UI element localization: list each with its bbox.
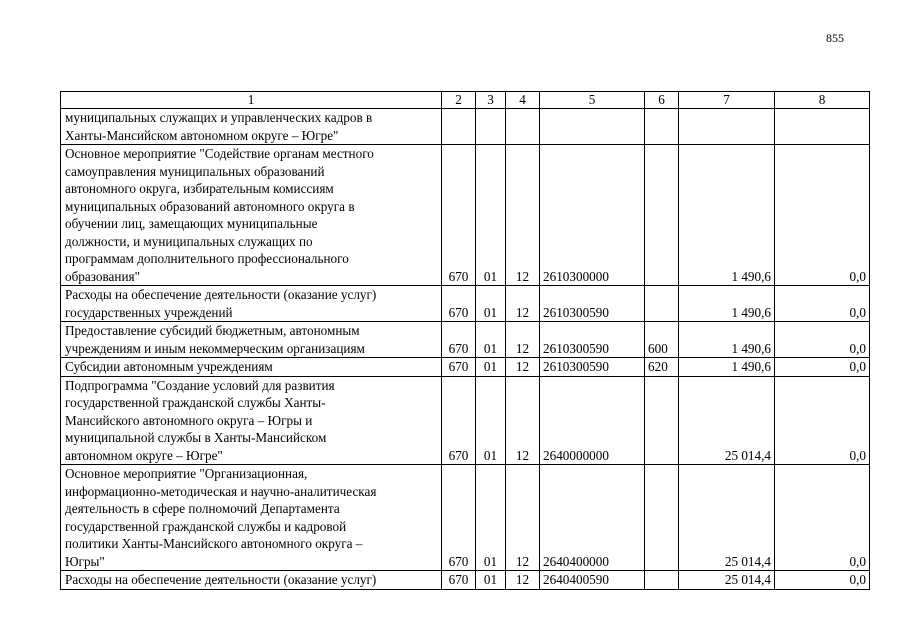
cell-section: 01	[476, 322, 506, 358]
cell-name-line: государственной гражданской службы Ханты-	[65, 395, 326, 410]
table-row	[61, 376, 870, 465]
cell-target-code: 2640000000	[540, 376, 645, 465]
cell-name-line: Расходы на обеспечение деятельности (оказание услуг)	[65, 287, 377, 302]
cell-expense-type	[645, 286, 679, 322]
cell-subsection: 12	[506, 145, 540, 286]
cell-name-line: Предоставление субсидий бюджетным, автономным	[65, 323, 360, 338]
cell-name-line: муниципальной службы в Ханты-Мансийском	[65, 430, 327, 445]
cell-expense-type	[645, 571, 679, 590]
cell-subsection: 12	[506, 286, 540, 322]
cell-name-line: муниципальных образований автономного округа в	[65, 198, 355, 214]
table-row	[61, 358, 870, 377]
cell-name	[61, 109, 442, 145]
cell-name	[61, 358, 442, 377]
budget-table	[60, 91, 870, 590]
cell-name-line: Ханты-Мансийском автономном округе – Югре"	[65, 127, 339, 143]
cell-admin-code	[442, 109, 476, 145]
header-cell-7: 7	[679, 92, 775, 109]
cell-admin-code: 670	[442, 322, 476, 358]
cell-amount-2: 0,0	[775, 145, 870, 286]
cell-target-code: 2640400590	[540, 571, 645, 590]
cell-name-line: Субсидии автономным учреждениям	[65, 359, 273, 374]
cell-section: 01	[476, 286, 506, 322]
cell-name-line: Югры"	[65, 553, 105, 569]
table-row	[61, 145, 870, 286]
cell-expense-type: 600	[645, 322, 679, 358]
cell-subsection: 12	[506, 358, 540, 377]
cell-name-line: учреждениям и иным некоммерческим организациям	[65, 340, 365, 356]
cell-name-line: Мансийского автономного округа – Югры и	[65, 412, 313, 428]
cell-name-line: государственных учреждений	[65, 304, 233, 320]
header-cell-3: 3	[476, 92, 506, 109]
header-cell-8: 8	[775, 92, 870, 109]
cell-admin-code: 670	[442, 286, 476, 322]
cell-name-line: обучении лиц, замещающих муниципальные	[65, 216, 318, 231]
table-header-row	[61, 92, 870, 109]
cell-name-line: Основное мероприятие "Содействие органам местного	[65, 146, 374, 161]
cell-name-line: автономном округе – Югре"	[65, 447, 223, 463]
cell-admin-code: 670	[442, 376, 476, 465]
cell-amount-2: 0,0	[775, 322, 870, 358]
header-cell-1: 1	[61, 92, 442, 109]
cell-target-code: 2610300590	[540, 322, 645, 358]
table-row	[61, 286, 870, 322]
cell-name	[61, 376, 442, 465]
cell-name	[61, 286, 442, 322]
cell-name-line: программам дополнительного профессионального	[65, 251, 349, 266]
cell-name-line: политики Ханты-Мансийского автономного округа –	[65, 536, 363, 551]
cell-expense-type	[645, 145, 679, 286]
cell-name-line: деятельность в сфере полномочий Департамента	[65, 501, 340, 516]
cell-name-line: образования"	[65, 268, 140, 284]
header-cell-6: 6	[645, 92, 679, 109]
cell-name-line: должности, и муниципальных служащих по	[65, 233, 313, 249]
cell-amount-2: 0,0	[775, 571, 870, 590]
cell-amount: 1 490,6	[679, 358, 775, 377]
cell-amount: 1 490,6	[679, 145, 775, 286]
header-cell-5: 5	[540, 92, 645, 109]
cell-target-code: 2610300590	[540, 286, 645, 322]
cell-target-code: 2640400000	[540, 465, 645, 571]
cell-amount: 25 014,4	[679, 571, 775, 590]
cell-name-line: самоуправления муниципальных образований	[65, 163, 325, 179]
cell-expense-type	[645, 376, 679, 465]
cell-name	[61, 571, 442, 590]
cell-subsection: 12	[506, 571, 540, 590]
cell-target-code: 2610300000	[540, 145, 645, 286]
cell-admin-code: 670	[442, 465, 476, 571]
cell-section: 01	[476, 571, 506, 590]
table-row	[61, 109, 870, 145]
table-row	[61, 571, 870, 590]
cell-amount: 25 014,4	[679, 376, 775, 465]
cell-section: 01	[476, 145, 506, 286]
cell-amount: 1 490,6	[679, 322, 775, 358]
cell-expense-type: 620	[645, 358, 679, 377]
cell-target-code	[540, 109, 645, 145]
cell-amount: 1 490,6	[679, 286, 775, 322]
cell-amount-2: 0,0	[775, 376, 870, 465]
cell-name-line: автономного округа, избирательным комиссиям	[65, 181, 334, 196]
cell-section: 01	[476, 376, 506, 465]
cell-name-line: Основное мероприятие "Организационная,	[65, 466, 308, 481]
cell-amount: 25 014,4	[679, 465, 775, 571]
cell-name-line: Подпрограмма "Создание условий для развития	[65, 377, 335, 393]
table-row	[61, 465, 870, 571]
cell-name-line: государственной гражданской службы и кадровой	[65, 518, 347, 534]
page-number: 855	[826, 31, 844, 45]
cell-subsection	[506, 109, 540, 145]
cell-name	[61, 145, 442, 286]
cell-section	[476, 109, 506, 145]
cell-expense-type	[645, 465, 679, 571]
table-body	[61, 92, 870, 590]
cell-subsection: 12	[506, 376, 540, 465]
cell-amount-2: 0,0	[775, 465, 870, 571]
cell-name	[61, 322, 442, 358]
cell-name-line: муниципальных служащих и управленческих кадров в	[65, 110, 373, 125]
cell-name-line: информационно-методическая и научно-аналитическая	[65, 483, 377, 499]
cell-name	[61, 465, 442, 571]
header-cell-2: 2	[442, 92, 476, 109]
cell-target-code: 2610300590	[540, 358, 645, 377]
cell-subsection: 12	[506, 465, 540, 571]
cell-amount	[679, 109, 775, 145]
cell-admin-code: 670	[442, 571, 476, 590]
cell-section: 01	[476, 465, 506, 571]
cell-amount-2: 0,0	[775, 286, 870, 322]
header-cell-4: 4	[506, 92, 540, 109]
cell-amount-2: 0,0	[775, 358, 870, 377]
table-row	[61, 322, 870, 358]
cell-admin-code: 670	[442, 358, 476, 377]
cell-subsection: 12	[506, 322, 540, 358]
cell-expense-type	[645, 109, 679, 145]
cell-admin-code: 670	[442, 145, 476, 286]
cell-section: 01	[476, 358, 506, 377]
cell-amount-2	[775, 109, 870, 145]
cell-name-line: Расходы на обеспечение деятельности (оказание услуг)	[65, 572, 377, 587]
